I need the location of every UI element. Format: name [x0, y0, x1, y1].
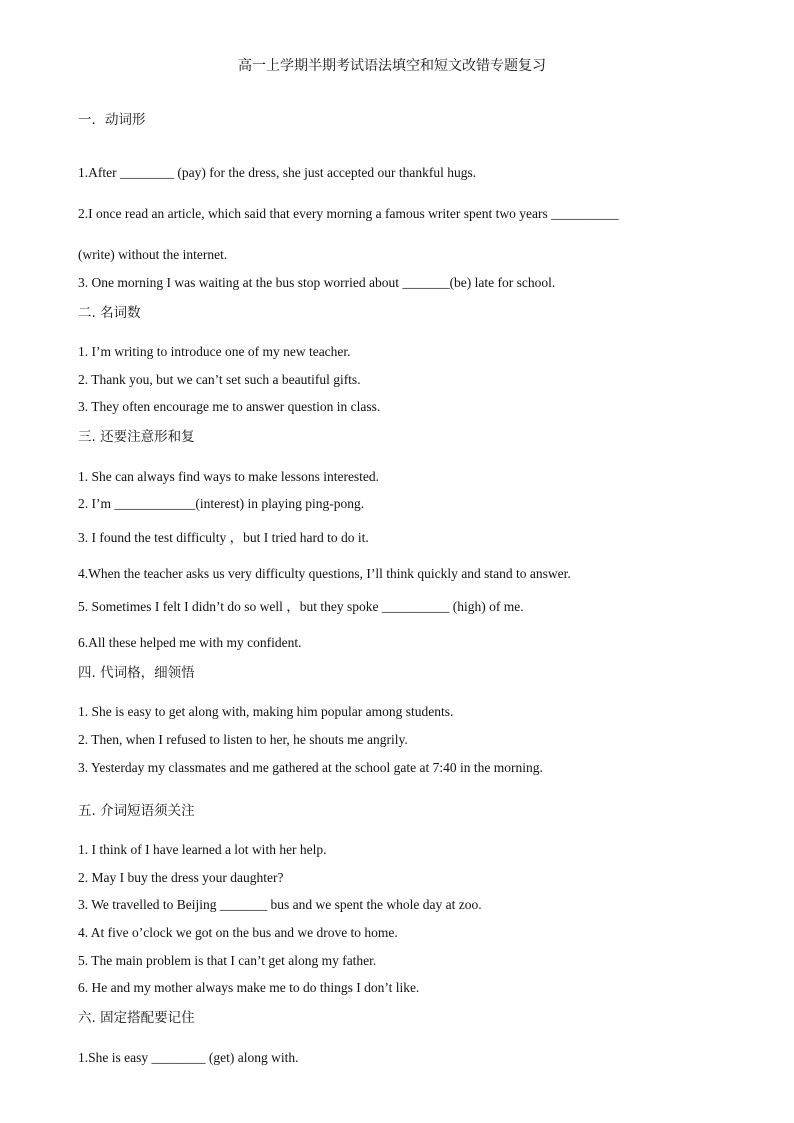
section-4-item-1: 1. She is easy to get along with, making him popular among students. [78, 704, 454, 719]
section-2-item-2: 2. Thank you, but we can’t set such a beautiful gifts. [78, 372, 361, 387]
section-1-item-3: 3. One morning I was waiting at the bus stop worried about _______(be) late for school. [78, 275, 556, 290]
section-5-item-2: 2. May I buy the dress your daughter? [78, 870, 284, 885]
section-heading-3: 三. 还要注意形和复 [78, 429, 195, 445]
section-3-item-6: 6.All these helped me with my confident. [78, 635, 302, 650]
section-1-item-1: 1.After ________ (pay) for the dress, she just accepted our thankful hugs. [78, 165, 477, 180]
section-1-item-2: 2.I once read an article, which said that every morning a famous writer spent two years __________ [78, 206, 619, 221]
section-3-item-1: 1. She can always find ways to make lessons interested. [78, 469, 380, 484]
section-5-item-3: 3. We travelled to Beijing _______ bus and we spent the whole day at zoo. [78, 897, 482, 912]
section-3-item-4: 4.When the teacher asks us very difficulty questions, I’ll think quickly and stand to answer. [78, 566, 571, 581]
section-1-item-2-continued: (write) without the internet. [78, 247, 228, 262]
section-5-item-6: 6. He and my mother always make me to do things I don’t like. [78, 980, 420, 995]
section-heading-2: 二. 名词数 [78, 305, 141, 321]
section-heading-1: 一．动词形 [78, 112, 146, 128]
section-3-item-2: 2. I’m ____________(interest) in playing ping-pong. [78, 496, 365, 511]
section-heading-5: 五. 介词短语须关注 [78, 803, 195, 819]
section-5-item-1: 1. I think of I have learned a lot with her help. [78, 842, 327, 857]
section-2-item-1: 1. I’m writing to introduce one of my new teacher. [78, 344, 351, 359]
section-3-item-5: 5. Sometimes I felt I didn’t do so well ，but they spoke __________ (high) of me. [78, 599, 524, 614]
section-6-item-1: 1.She is easy ________ (get) along with. [78, 1050, 299, 1065]
section-5-item-4: 4. At five o’clock we got on the bus and we drove to home. [78, 925, 398, 940]
section-4-item-2: 2. Then, when I refused to listen to her, he shouts me angrily. [78, 732, 408, 747]
section-2-item-3: 3. They often encourage me to answer question in class. [78, 399, 381, 414]
section-3-item-3: 3. I found the test difficulty ，but I tried hard to do it. [78, 530, 369, 545]
page-title: 高一上学期半期考试语法填空和短文改错专题复习 [238, 58, 546, 74]
section-4-item-3: 3. Yesterday my classmates and me gathered at the school gate at 7:40 in the morning. [78, 760, 543, 775]
section-5-item-5: 5. The main problem is that I can’t get along my father. [78, 953, 377, 968]
section-heading-4: 四. 代词格，细领悟 [78, 665, 195, 681]
section-heading-6: 六. 固定搭配要记住 [78, 1010, 195, 1026]
